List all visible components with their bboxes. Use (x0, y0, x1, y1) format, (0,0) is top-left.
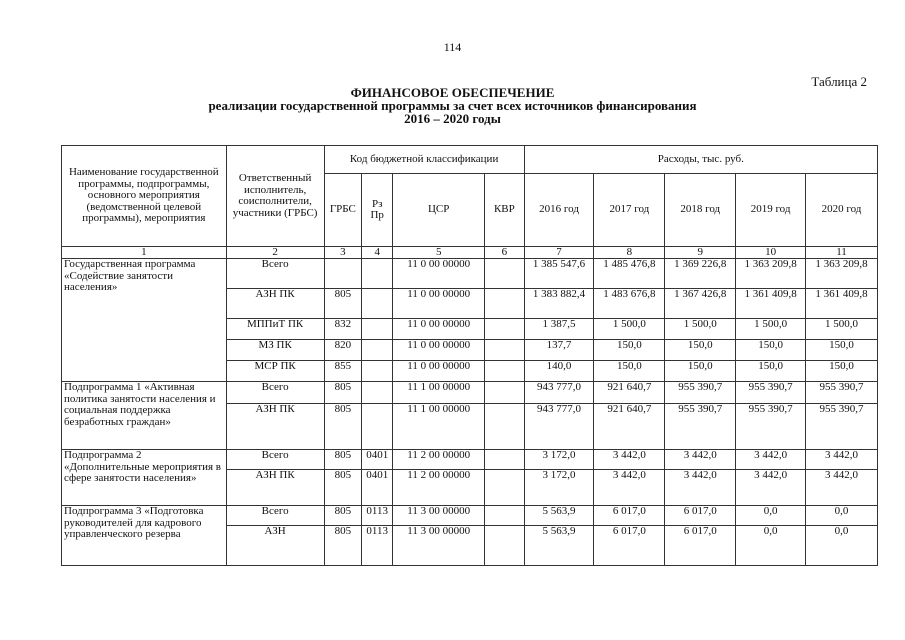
grbs-cell: 805 (324, 506, 362, 526)
expense-cell: 955 390,7 (665, 404, 736, 450)
expense-cell: 5 563,9 (524, 526, 594, 566)
title-line-2: реализации государственной программы за счет всех источников финансирования (208, 98, 697, 113)
column-number: 8 (594, 247, 665, 259)
expense-cell: 1 363 209,8 (805, 259, 877, 289)
csr-cell: 11 3 00 00000 (393, 526, 485, 566)
expense-cell: 1 367 426,8 (665, 289, 736, 319)
csr-cell: 11 2 00 00000 (393, 450, 485, 470)
rzpr-cell: 0401 (362, 450, 393, 470)
csr-cell: 11 0 00 00000 (393, 361, 485, 382)
grbs-cell: 805 (324, 289, 362, 319)
expense-cell: 943 777,0 (524, 382, 594, 404)
expense-cell: 1 383 882,4 (524, 289, 594, 319)
grbs-cell: 832 (324, 319, 362, 340)
executor-cell: Всего (226, 382, 324, 404)
header-year: 2016 год (524, 174, 594, 247)
rzpr-cell (362, 319, 393, 340)
expense-cell: 1 363 209,8 (736, 259, 806, 289)
expense-cell: 140,0 (524, 361, 594, 382)
header-budget-code: Код бюджетной классификации (324, 146, 524, 174)
expense-cell: 6 017,0 (665, 526, 736, 566)
rzpr-cell (362, 289, 393, 319)
header-year: 2020 год (805, 174, 877, 247)
expense-cell: 955 390,7 (736, 382, 806, 404)
rzpr-cell (362, 382, 393, 404)
column-number: 3 (324, 247, 362, 259)
header-pr: Пр (370, 209, 384, 221)
rzpr-cell (362, 259, 393, 289)
expense-cell: 5 563,9 (524, 506, 594, 526)
executor-cell: АЗН ПК (226, 289, 324, 319)
expense-cell: 955 390,7 (736, 404, 806, 450)
header-year: 2017 год (594, 174, 665, 247)
executor-cell: МППиТ ПК (226, 319, 324, 340)
executor-cell: АЗН (226, 526, 324, 566)
column-number: 9 (665, 247, 736, 259)
executor-cell: АЗН ПК (226, 470, 324, 506)
expense-cell: 1 361 409,8 (736, 289, 806, 319)
header-year: 2018 год (665, 174, 736, 247)
expense-cell: 150,0 (736, 340, 806, 361)
expense-cell: 1 385 547,6 (524, 259, 594, 289)
csr-cell: 11 0 00 00000 (393, 319, 485, 340)
expense-cell: 1 500,0 (594, 319, 665, 340)
expense-cell: 3 442,0 (805, 470, 877, 506)
expense-cell: 6 017,0 (594, 506, 665, 526)
kvr-cell (485, 361, 525, 382)
rzpr-cell: 0113 (362, 526, 393, 566)
expense-cell: 150,0 (594, 361, 665, 382)
rzpr-cell: 0401 (362, 470, 393, 506)
table-row (62, 450, 878, 470)
expense-cell: 0,0 (805, 506, 877, 526)
kvr-cell (485, 289, 525, 319)
header-expenses: Расходы, тыс. руб. (524, 146, 877, 174)
grbs-cell: 820 (324, 340, 362, 361)
header-csr: ЦСР (393, 174, 485, 247)
kvr-cell (485, 470, 525, 506)
expense-cell: 921 640,7 (594, 382, 665, 404)
subprogram-name: Подпрограмма 2 «Дополнительные мероприятия в сфере занятости населения» (62, 450, 227, 506)
csr-cell: 11 1 00 00000 (393, 404, 485, 450)
header-rz: Рз (371, 197, 383, 210)
executor-cell: МЗ ПК (226, 340, 324, 361)
header-grbs: ГРБС (324, 174, 362, 247)
executor-cell: Всего (226, 259, 324, 289)
expense-cell: 955 390,7 (665, 382, 736, 404)
csr-cell: 11 0 00 00000 (393, 259, 485, 289)
expense-cell: 1 500,0 (736, 319, 806, 340)
expense-cell: 150,0 (736, 361, 806, 382)
column-number: 1 (62, 247, 227, 259)
column-number: 5 (393, 247, 485, 259)
column-number: 10 (736, 247, 806, 259)
expense-cell: 150,0 (665, 361, 736, 382)
expense-cell: 1 361 409,8 (805, 289, 877, 319)
expense-cell: 1 483 676,8 (594, 289, 665, 319)
rzpr-cell: 0113 (362, 506, 393, 526)
document-title (0, 86, 905, 125)
csr-cell: 11 2 00 00000 (393, 470, 485, 506)
kvr-cell (485, 450, 525, 470)
expense-cell: 1 485 476,8 (594, 259, 665, 289)
expense-cell: 3 442,0 (594, 470, 665, 506)
header-name: Наименование государственной программы, подпрограммы, основного мероприятия (ведомственной целевой программы), мероприятия (62, 146, 227, 247)
executor-cell: Всего (226, 450, 324, 470)
expense-cell: 3 442,0 (665, 470, 736, 506)
grbs-cell: 805 (324, 404, 362, 450)
expense-cell: 0,0 (736, 526, 806, 566)
csr-cell: 11 0 00 00000 (393, 340, 485, 361)
expense-cell: 137,7 (524, 340, 594, 361)
program-name: Государственная программа «Содействие занятости населения» (62, 259, 227, 382)
expense-cell: 150,0 (594, 340, 665, 361)
expense-cell: 6 017,0 (594, 526, 665, 566)
column-number: 2 (226, 247, 324, 259)
expense-cell: 955 390,7 (805, 404, 877, 450)
table-label: Таблица 2 (811, 74, 867, 89)
expense-cell: 6 017,0 (665, 506, 736, 526)
expense-cell: 150,0 (805, 340, 877, 361)
subprogram-name: Подпрограмма 1 «Активная политика занятости населения и социальная поддержка безработных граждан» (62, 382, 227, 450)
expense-cell: 3 442,0 (736, 470, 806, 506)
expense-cell: 1 500,0 (805, 319, 877, 340)
expense-cell: 1 369 226,8 (665, 259, 736, 289)
header-kvr: КВР (485, 174, 525, 247)
grbs-cell: 805 (324, 470, 362, 506)
expense-cell: 150,0 (805, 361, 877, 382)
financing-table (61, 145, 878, 566)
title-line-1: ФИНАНСОВОЕ ОБЕСПЕЧЕНИЕ (350, 85, 555, 100)
kvr-cell (485, 526, 525, 566)
expense-cell: 3 442,0 (594, 450, 665, 470)
table-row (62, 382, 878, 404)
grbs-cell: 855 (324, 361, 362, 382)
column-number: 4 (362, 247, 393, 259)
expense-cell: 0,0 (736, 506, 806, 526)
kvr-cell (485, 259, 525, 289)
expense-cell: 921 640,7 (594, 404, 665, 450)
kvr-cell (485, 340, 525, 361)
grbs-cell: 805 (324, 382, 362, 404)
expense-cell: 1 387,5 (524, 319, 594, 340)
csr-cell: 11 3 00 00000 (393, 506, 485, 526)
column-number: 11 (805, 247, 877, 259)
grbs-cell: 805 (324, 526, 362, 566)
expense-cell: 150,0 (665, 340, 736, 361)
grbs-cell: 805 (324, 450, 362, 470)
expense-cell: 3 442,0 (736, 450, 806, 470)
table-row (62, 259, 878, 289)
grbs-cell (324, 259, 362, 289)
expense-cell: 3 442,0 (665, 450, 736, 470)
page-number: 114 (443, 40, 462, 54)
expense-cell: 943 777,0 (524, 404, 594, 450)
expense-cell: 955 390,7 (805, 382, 877, 404)
subprogram-name: Подпрограмма 3 «Подготовка руководителей для кадрового управленческого резерва (62, 506, 227, 566)
executor-cell: МСР ПК (226, 361, 324, 382)
column-number: 6 (485, 247, 525, 259)
rzpr-cell (362, 361, 393, 382)
header-rzpr (362, 174, 393, 247)
expense-cell: 0,0 (805, 526, 877, 566)
header-executor: Ответственный исполнитель, соисполнители, участники (ГРБС) (226, 146, 324, 247)
expense-cell: 3 442,0 (805, 450, 877, 470)
table-row (62, 506, 878, 526)
rzpr-cell (362, 404, 393, 450)
csr-cell: 11 1 00 00000 (393, 382, 485, 404)
column-number: 7 (524, 247, 594, 259)
kvr-cell (485, 404, 525, 450)
rzpr-cell (362, 340, 393, 361)
title-line-3: 2016 – 2020 годы (404, 111, 501, 126)
executor-cell: АЗН ПК (226, 404, 324, 450)
kvr-cell (485, 319, 525, 340)
header-year: 2019 год (736, 174, 806, 247)
kvr-cell (485, 506, 525, 526)
kvr-cell (485, 382, 525, 404)
csr-cell: 11 0 00 00000 (393, 289, 485, 319)
expense-cell: 3 172,0 (524, 450, 594, 470)
executor-cell: Всего (226, 506, 324, 526)
expense-cell: 3 172,0 (524, 470, 594, 506)
expense-cell: 1 500,0 (665, 319, 736, 340)
